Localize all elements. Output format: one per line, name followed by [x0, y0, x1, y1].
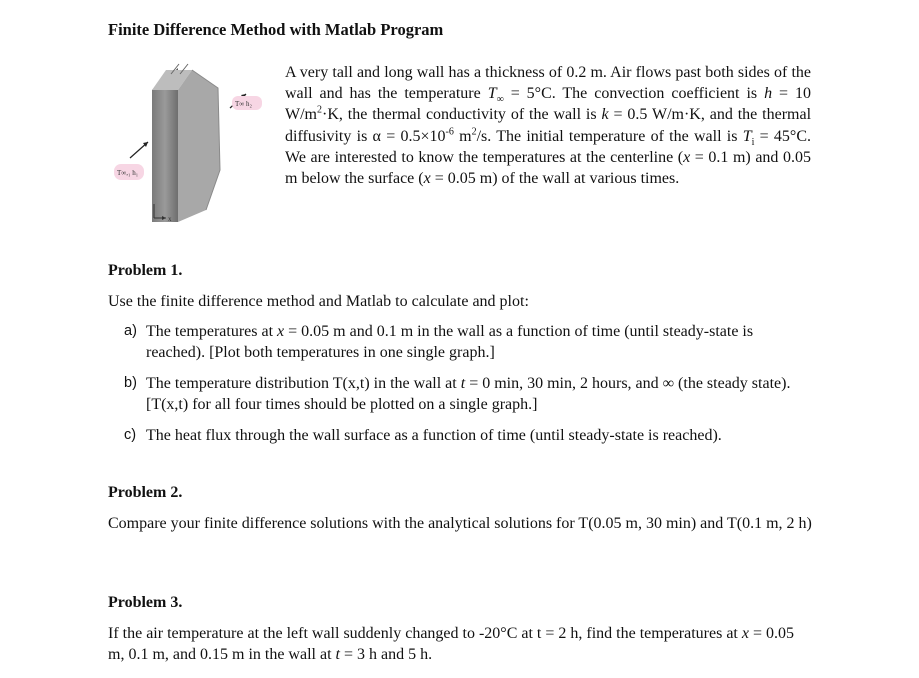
page-title: Finite Difference Method with Matlab Program	[108, 20, 444, 39]
problem-statement: A very tall and long wall has a thickness of 0.2 m. Air flows past both sides of the wall and has the temperature $T_\infty = 5^\circ C$. The convection coefficient is h = 10 $W/m^2\cdot K$, the thermal conductivity of the wall is k = 0.5 W/m·K, and the thermal diffusivity is $\alpha = 0.5\times 10^{-6}$ $m^2/s$. The initial temperature of the wall is $T_i = 45^\circ C$. We are interested to know the temperatures at the centerline (x = 0.1 m) and 0.05 m below the surface (x = 0.05 m) of the wall at various times.	[285, 64, 812, 188]
x-axis-label: x	[168, 215, 172, 223]
item-label: a)	[124, 323, 137, 339]
problem1-item-b: b) The temperature distribution T(x,t) in the wall at t = 0 min, 30 min, 2 hours, and ∞ (the steady state). [T(x,t) for all four times should be plotted on a single graph.]	[124, 375, 791, 413]
problem2-text: Compare your finite difference solutions with the analytical solutions for T(0.05 m, 30 min) and T(0.1 m, 2 h)	[108, 515, 812, 532]
problem1-item-c: c) The heat flux through the wall surface as a function of time (until steady-state is reached).	[124, 427, 722, 444]
right-label: T∞ h₂	[235, 100, 252, 108]
problem1-item-a: a) The temperatures at x = 0.05 m and 0.1 m in the wall as a function of time (until steady-state is reached). [Plot both temperatures in one single graph.]	[124, 323, 754, 361]
wall-front	[152, 90, 178, 222]
left-label: T∞,₁ h₁	[117, 169, 139, 177]
wall-right-face	[178, 70, 220, 222]
wall-diagram	[108, 60, 278, 230]
problem3-heading: Problem 3.	[108, 594, 183, 611]
item-label: b)	[124, 375, 137, 391]
item-label: c)	[124, 427, 137, 443]
problem3-text: If the air temperature at the left wall suddenly changed to -20°C at t = 2 h, find the temperatures at x = 0.05 m, 0.1 m, and 0.15 m in the wall at t = 3 h and 5 h.	[108, 625, 795, 664]
problem1-heading: Problem 1.	[108, 262, 183, 279]
problem1-intro: Use the finite difference method and Matlab to calculate and plot:	[108, 293, 529, 310]
problem2-heading: Problem 2.	[108, 484, 183, 501]
